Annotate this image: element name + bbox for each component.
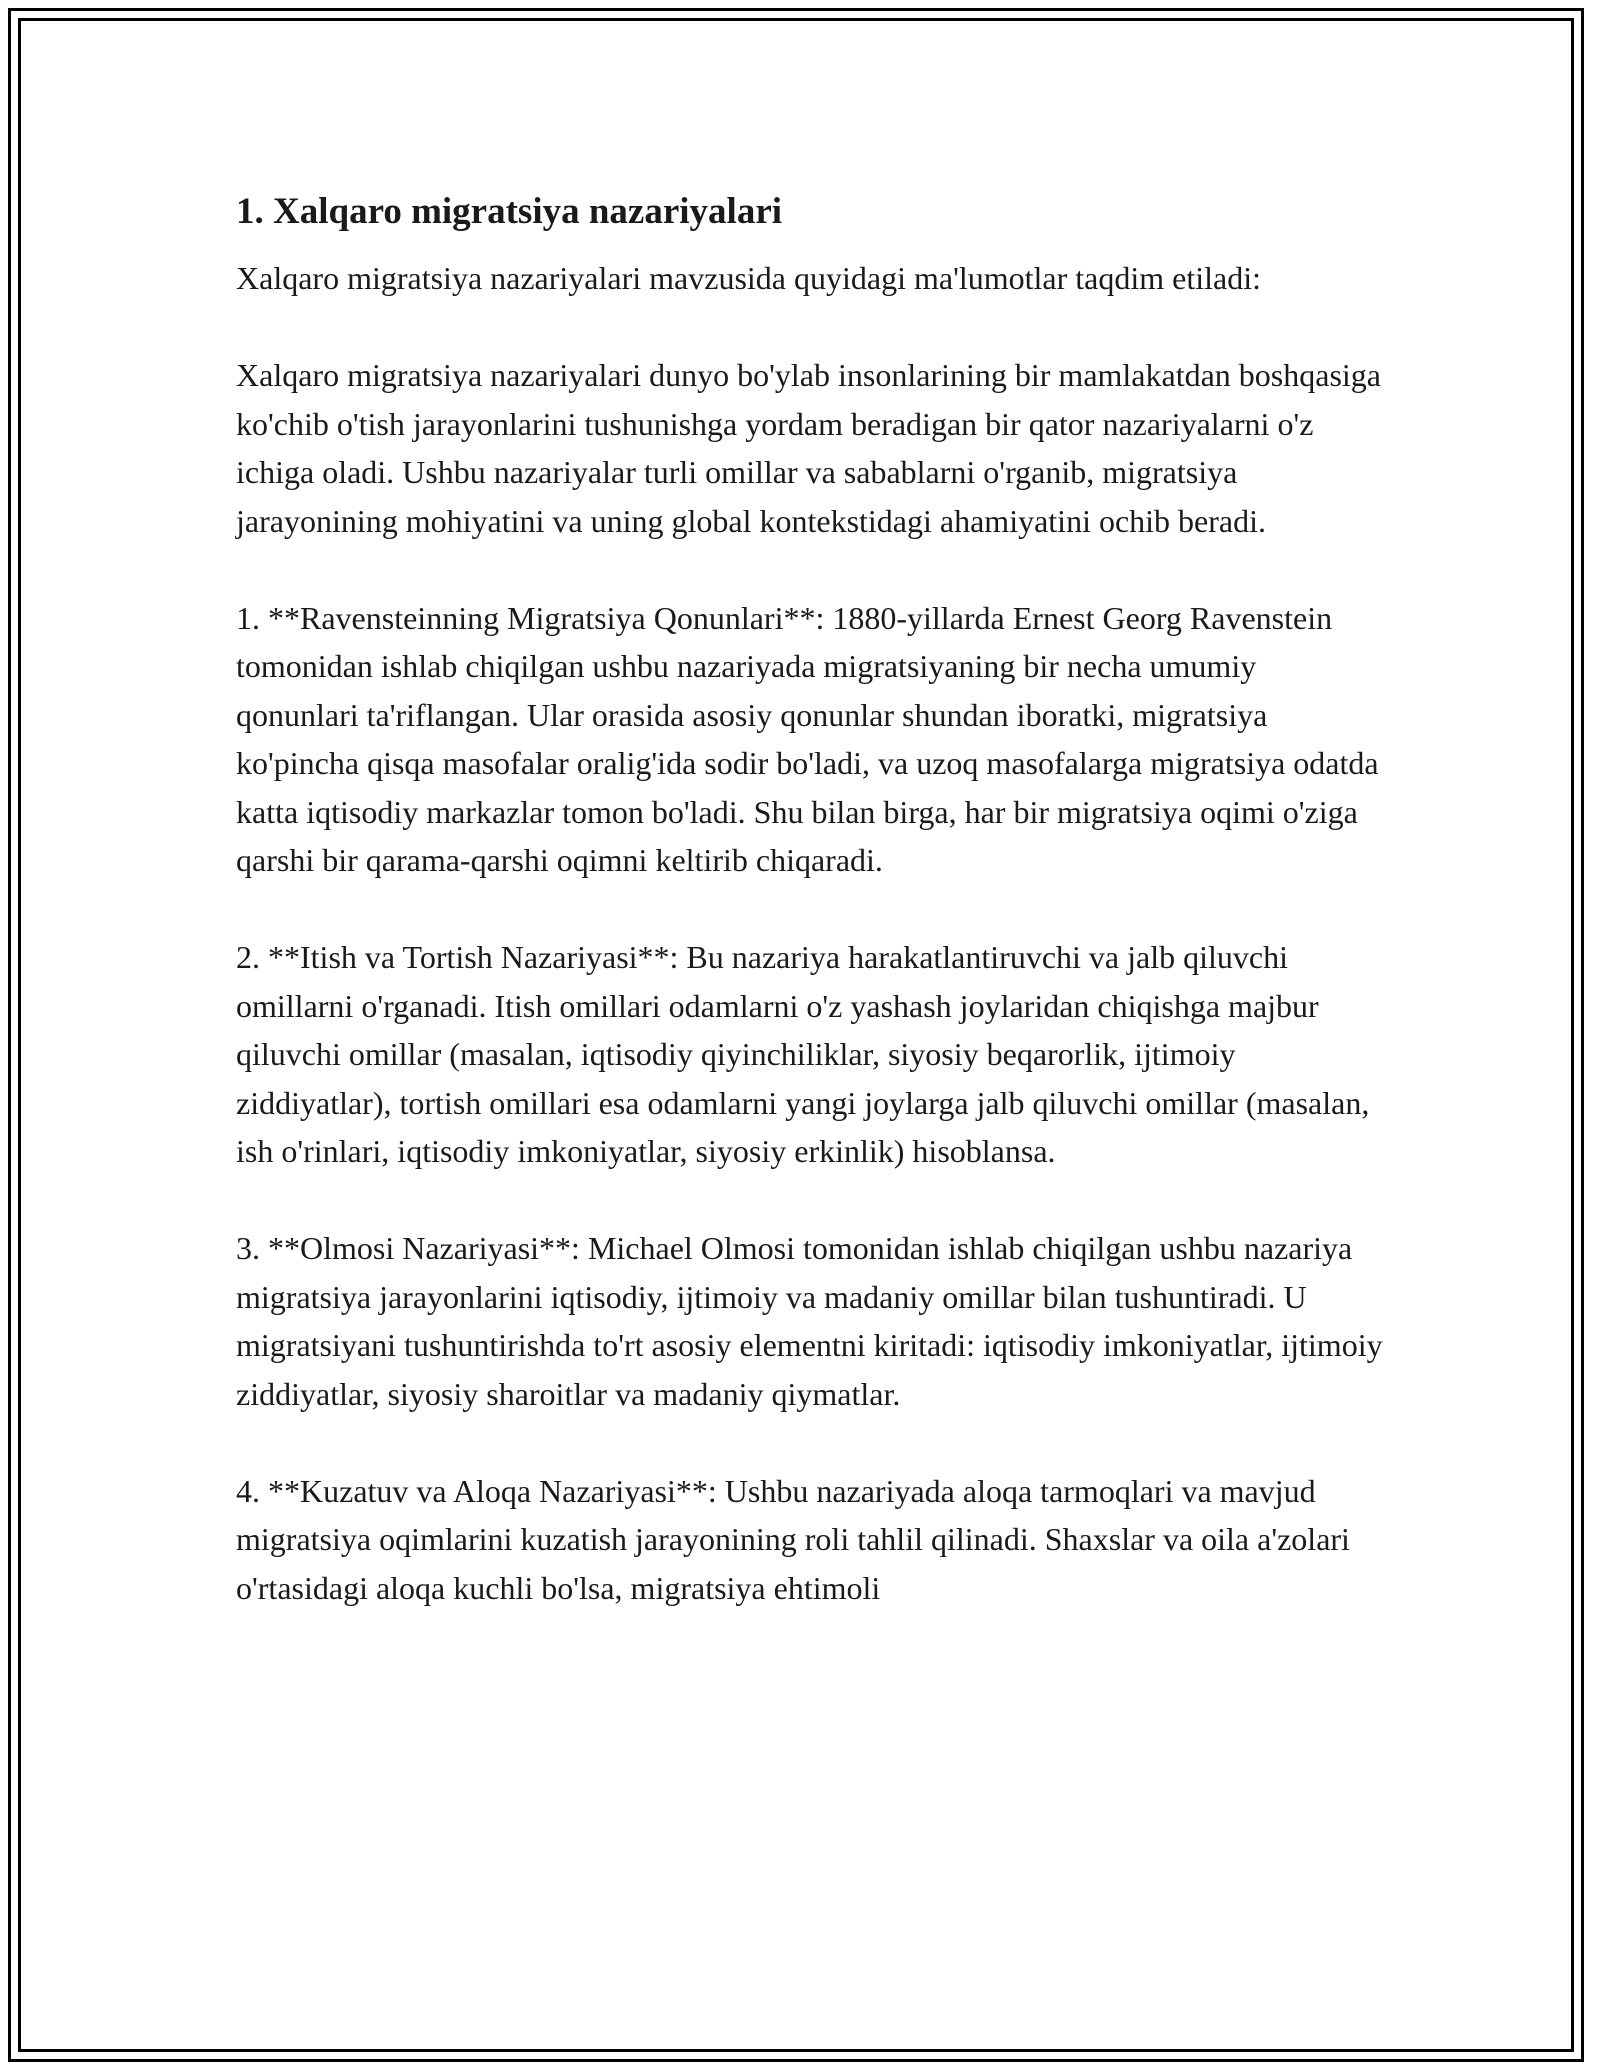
section-heading: 1. Xalqaro migratsiya nazariyalari bbox=[236, 191, 783, 232]
ravenstein-paragraph: 1. **Ravensteinning Migratsiya Qonunlari**: 1880-yillarda Ernest Georg Ravenstein tomonidan ishlab chiqilgan ushbu nazariyada migratsiyaning bir necha umumiy qonunlari ta'riflangan. Ular orasida asosiy qonunlar shundan iboratki, migratsiya ko'pincha qisqa masofalar oralig'ida sodir bo'ladi, va uzoq masofalarga migratsiya odatda katta iqtisodiy markazlar tomon bo'ladi. Shu bilan birga, har bir migratsiya oqimi o'ziga qarshi bir qarama-qarshi oqimni keltirib chiqaradi. bbox=[236, 599, 1379, 878]
overview-paragraph: Xalqaro migratsiya nazariyalari dunyo bo'ylab insonlarining bir mamlakatdan boshqasiga ko'chib o'tish jarayonlarini tushunishga yordam beradigan bir qator nazariyalarni o'z ichiga oladi. Ushbu nazariyalar turli omillar va sabablarni o'rganib, migratsiya jarayonining mohiyatini va uning global kontekstidagi ahamiyatini ochib beradi. bbox=[236, 357, 1381, 539]
document-body bbox=[236, 188, 1386, 1661]
olmosi-paragraph: 3. **Olmosi Nazariyasi**: Michael Olmosi tomonidan ishlab chiqilgan ushbu nazariya migratsiya jarayonlarini iqtisodiy, ijtimoiy va madaniy omillar bilan tushuntiradi. U migratsiyani tushuntirishda to'rt asosiy elementni kiritadi: iqtisodiy imkoniyatlar, ijtimoiy ziddiyatlar, siyosiy sharoitlar va madaniy qiymatlar. bbox=[236, 1230, 1383, 1412]
intro-paragraph: Xalqaro migratsiya nazariyalari mavzusida quyidagi ma'lumotlar taqdim etiladi: bbox=[236, 260, 1261, 296]
network-paragraph: 4. **Kuzatuv va Aloqa Nazariyasi**: Ushbu nazariyada aloqa tarmoqlari va mavjud migratsiya oqimlarini kuzatish jarayonining roli tahlil qilinadi. Shaxslar va oila a'zolari o'rtasidagi aloqa kuchli bo'lsa, migratsiya ehtimoli bbox=[236, 1472, 1350, 1606]
push-pull-paragraph: 2. **Itish va Tortish Nazariyasi**: Bu nazariya harakatlantiruvchi va jalb qiluvchi omillarni o'rganadi. Itish omillari odamlarni o'z yashash joylaridan chiqishga majbur qiluvchi omillar (masalan, iqtisodiy qiyinchiliklar, siyosiy beqarorlik, ijtimoiy ziddiyatlar), tortish omillari esa odamlarni yangi joylarga jalb qiluvchi omillar (masalan, ish o'rinlari, iqtisodiy imkoniyatlar, siyosiy erkinlik) hisoblansa. bbox=[236, 939, 1370, 1169]
